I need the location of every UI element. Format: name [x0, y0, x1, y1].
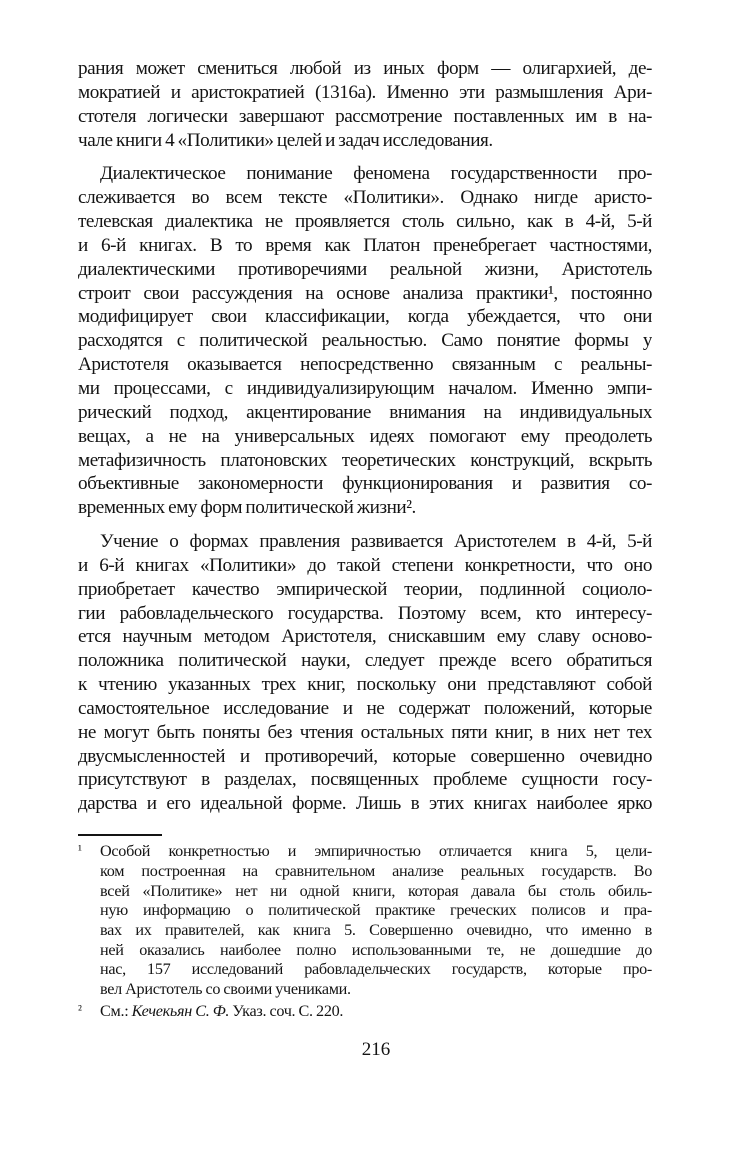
text-line: объективные закономерности функционирования и развития со-	[78, 473, 652, 495]
footnote-line: ком построенная на сравнительном анализе реальных государств. Во	[100, 861, 652, 880]
text-line: и 6-й книгах «Политики» до такой степени конкретности, что оно	[78, 554, 652, 576]
footnote-line: ней оказались наиболее полно использованными те, не дошедшие до	[100, 940, 652, 959]
text-line: к чтению указанных трех книг, поскольку они представляют собой	[78, 674, 652, 696]
text-line: Аристотеля оказывается непосредственно связанным с реальны-	[78, 354, 652, 376]
text-line: стотеля логически завершают рассмотрение поставленных им в на-	[78, 105, 652, 127]
text-line: чале книги 4 «Политики» целей и задач исследования.	[78, 129, 493, 151]
text-line: дарства и его идеальной форме. Лишь в этих книгах наиболее ярко	[78, 793, 652, 815]
footnote-line	[100, 1002, 652, 1022]
text-line: вещах, а не на универсальных идеях помогают ему преодолеть	[78, 425, 652, 447]
footnote-2	[78, 1002, 652, 1022]
footnote-marker: ¹	[78, 842, 82, 858]
footnote-line: нас, 157 исследований рабовладельческих государств, которые про-	[100, 960, 652, 979]
text-line: и 6-й книгах. В то время как Платон пренебрегает частностями,	[78, 234, 652, 256]
page-body	[78, 57, 652, 1021]
text-line: мократией и аристократией (1316а). Именно эти размышления Ари-	[78, 81, 652, 103]
text-line: Учение о формах правления развивается Аристотелем в 4-й, 5-й	[100, 531, 652, 553]
text-line: модифицирует свои классификации, когда убеждается, что они	[78, 306, 652, 328]
footnote-1	[78, 842, 652, 1000]
text-line: временных ему форм политической жизни².	[78, 497, 416, 519]
text-line: диалектическими противоречиями реальной жизни, Аристотель	[78, 258, 652, 280]
citation-author: Кечекьян С. Ф.	[131, 1001, 230, 1020]
text-line: Диалектическое понимание феномена государственности про-	[100, 163, 652, 185]
footnote-line: вах их правителей, как книга 5. Совершенно очевидно, что именно в	[100, 920, 652, 939]
text-line: слеживается во всем тексте «Политики». Однако нигде аристо-	[78, 187, 652, 209]
page-number: 216	[361, 1039, 391, 1060]
citation-prefix: См.:	[100, 1001, 132, 1020]
text-line: двусмысленностей и противоречий, которые совершенно очевидно	[78, 745, 652, 767]
text-line: приобретает качество эмпирической теории, подлинной социоло-	[78, 578, 652, 600]
footnote-marker: ²	[78, 1001, 82, 1017]
footnote-line: Особой конкретностью и эмпиричностью отличается книга 5, цели-	[100, 842, 652, 861]
text-line: рания может смениться любой из иных форм — олигархией, де-	[78, 58, 652, 79]
paragraph-2	[78, 162, 652, 520]
text-line: самостоятельное исследование и не содержат положений, которые	[78, 697, 652, 719]
footnote-line: ную информацию о политической практике греческих полисов и пра-	[100, 901, 652, 920]
text-line: рический подход, акцентирование внимания на индивидуальных	[78, 401, 652, 423]
text-line: ми процессами, с индивидуализирующим началом. Именно эмпи-	[78, 377, 652, 399]
text-line: не могут быть поняты без чтения остальных пяти книг, в них нет тех	[78, 721, 652, 743]
citation-source: Указ. соч. С. 220.	[229, 1001, 344, 1020]
text-line: гии рабовладельческого государства. Поэтому всем, кто интересу-	[78, 602, 652, 624]
text-line: ется научным методом Аристотеля, снискавшим ему славу осново-	[78, 626, 652, 648]
text-line: положника политической науки, следует прежде всего обратиться	[78, 650, 652, 672]
paragraph-3	[78, 530, 652, 816]
footnote-line: всей «Политике» нет ни одной книги, которая давала бы столь обиль-	[100, 881, 652, 900]
text-line: расходятся с политической реальностью. Само понятие формы у	[78, 330, 652, 352]
text-line: строит свои рассуждения на основе анализа практики¹, постоянно	[78, 282, 652, 304]
text-line: присутствуют в разделах, посвященных проблеме сущности госу-	[78, 769, 652, 791]
paragraph-1	[78, 57, 652, 152]
text-line: метафизичность платоновских теоретических конструкций, вскрыть	[78, 449, 652, 471]
footnote-separator	[78, 834, 162, 836]
footnote-line: вел Аристотель со своими учениками.	[100, 979, 351, 998]
text-line: телевская диалектика не проявляется столь сильно, как в 4-й, 5-й	[78, 211, 652, 233]
